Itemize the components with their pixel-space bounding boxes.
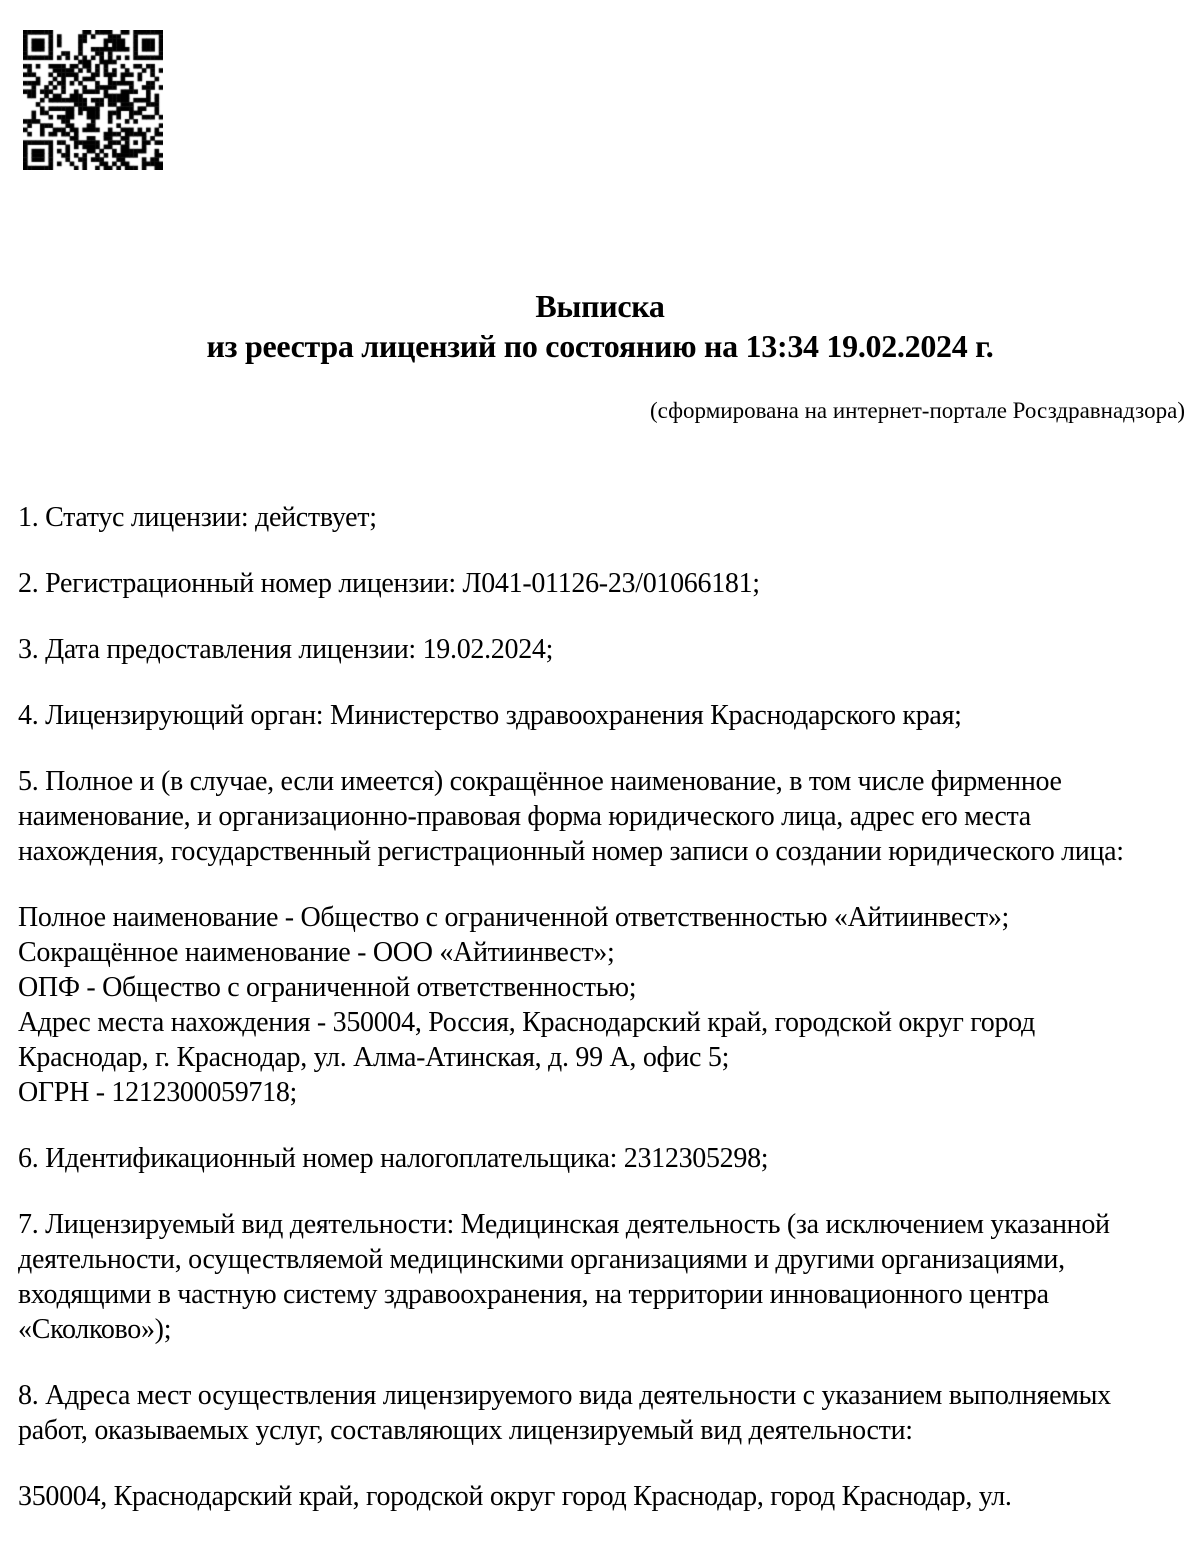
qr-code-icon [23, 30, 163, 170]
text-line: Полное наименование - Общество с ограниченной ответственностью «Айтиинвест»; [18, 902, 1010, 933]
paragraph [18, 1479, 1196, 1514]
title-line-1: Выписка [535, 288, 665, 324]
text-line: ОГРН - 1212300059718; [18, 1077, 298, 1108]
text-line: ОПФ - Общество с ограниченной ответственностью; [18, 972, 637, 1003]
text-line: работ, оказываемых услуг, составляющих лицензируемый вид деятельности: [18, 1415, 913, 1446]
text-line: 4. Лицензирующий орган: Министерство здравоохранения Краснодарского края; [18, 700, 962, 731]
paragraph [18, 500, 1196, 535]
subtitle-generated-note: (сформирована на интернет-портале Росздравнадзора) [650, 398, 1185, 423]
text-line: «Сколково»); [18, 1314, 172, 1345]
text-line: 7. Лицензируемый вид деятельности: Медицинская деятельность (за исключением указанной [18, 1209, 1110, 1240]
text-line: наименование, и организационно-правовая форма юридического лица, адрес его места [18, 801, 1031, 832]
document-body [18, 500, 1196, 1545]
document-title [0, 286, 1200, 366]
text-line: 6. Идентификационный номер налогоплательщика: 2312305298; [18, 1143, 769, 1174]
text-line: входящими в частную систему здравоохранения, на территории инновационного центра [18, 1279, 1049, 1310]
text-line: 2. Регистрационный номер лицензии: Л041-01126-23/01066181; [18, 568, 760, 599]
text-line: 1. Статус лицензии: действует; [18, 502, 377, 533]
text-line: деятельности, осуществляемой медицинскими организациями и другими организациями, [18, 1244, 1065, 1275]
paragraph [18, 1207, 1196, 1347]
paragraph [18, 698, 1196, 733]
paragraph [18, 900, 1196, 1110]
text-line: Сокращённое наименование - ООО «Айтиинвест»; [18, 937, 615, 968]
paragraph [18, 764, 1196, 869]
text-line: нахождения, государственный регистрационный номер записи о создании юридического лица: [18, 836, 1124, 867]
paragraph [18, 1141, 1196, 1176]
text-line: 8. Адреса мест осуществления лицензируемого вида деятельности с указанием выполняемых [18, 1380, 1111, 1411]
text-line: Краснодар, г. Краснодар, ул. Алма-Атинская, д. 99 А, офис 5; [18, 1042, 730, 1073]
text-line: 3. Дата предоставления лицензии: 19.02.2024; [18, 634, 554, 665]
text-line: 350004, Краснодарский край, городской округ город Краснодар, город Краснодар, ул. [18, 1481, 1012, 1512]
paragraph [18, 632, 1196, 667]
title-line-2: из реестра лицензий по состоянию на 13:34 19.02.2024 г. [206, 328, 994, 364]
paragraph [18, 1378, 1196, 1448]
paragraph [18, 566, 1196, 601]
text-line: 5. Полное и (в случае, если имеется) сокращённое наименование, в том числе фирменное [18, 766, 1062, 797]
text-line: Адрес места нахождения - 350004, Россия, Краснодарский край, городской округ город [18, 1007, 1035, 1038]
